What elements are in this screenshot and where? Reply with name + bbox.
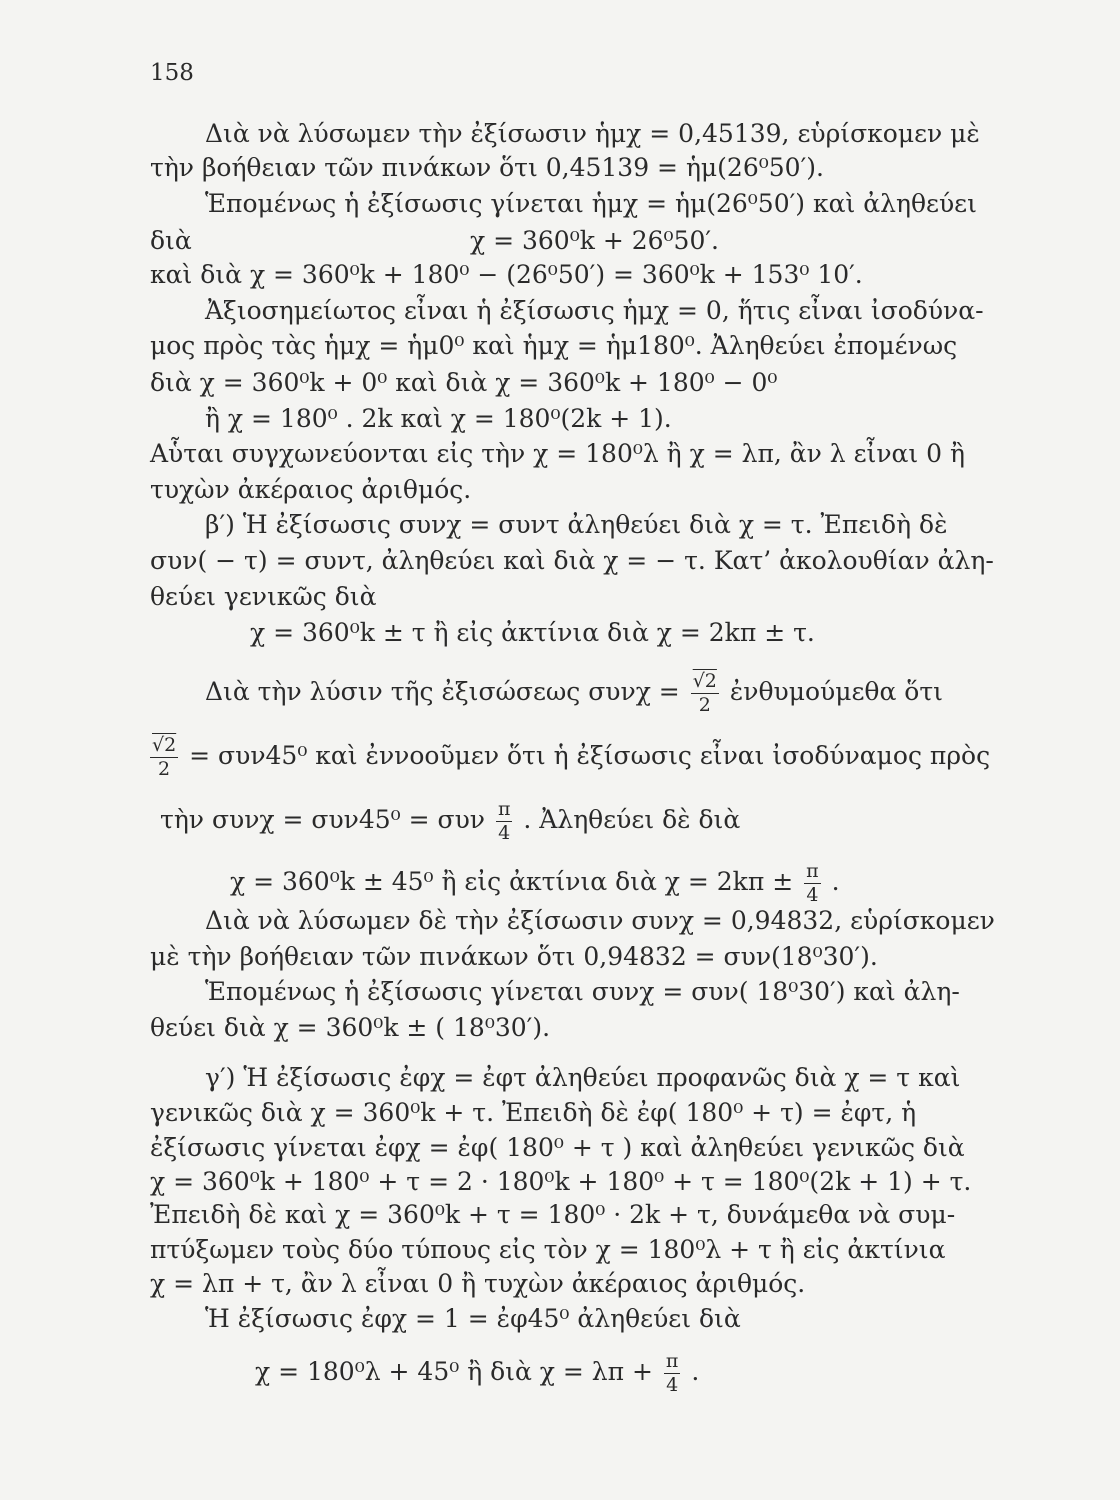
text-line-10: Αὗται συγχωνεύονται εἰς τὴν χ = 180⁰λ ἢ χ = λπ, ἂν λ εἶναι 0 ἢ — [150, 439, 966, 468]
text-line-13: συν( − τ) = συντ, ἀληθεύει καὶ διὰ χ = − τ. Κατ’ ἀκολουθίαν ἀλη- — [150, 546, 994, 575]
text-line-7: μος πρὸς τὰς ἡμχ = ἡμ0⁰ καὶ ἡμχ = ἡμ180⁰. Ἀληθεύει ἐπομένως — [150, 331, 958, 360]
text-line-12: β′) Ἡ ἐξίσωσις συνχ = συντ ἀληθεύει διὰ χ = τ. Ἐπειδὴ δὲ — [205, 510, 948, 539]
fraction-pi-over-4 — [804, 862, 821, 905]
page-number: 158 — [150, 60, 194, 86]
text-line-4a: διὰ — [150, 226, 192, 255]
text-line-18b: . Ἀληθεύει δὲ διὰ — [523, 805, 741, 834]
fraction-numerator: √2 — [692, 670, 717, 692]
text-line-5: καὶ διὰ χ = 360⁰k + 180⁰ − (26⁰50′) = 360⁰k + 153⁰ 10′. — [150, 260, 863, 289]
text-line-4b: χ = 360⁰k + 26⁰50′. — [470, 226, 719, 255]
fraction-denominator: 2 — [691, 693, 719, 715]
fraction-numerator: π — [665, 1350, 679, 1372]
fraction-sqrt2-over-2 — [691, 672, 719, 715]
text-line-15: χ = 360⁰k ± τ ἢ εἰς ἀκτίνια διὰ χ = 2kπ ± τ. — [250, 618, 815, 647]
text-line-9: ἢ χ = 180⁰ . 2k καὶ χ = 180⁰(2k + 1). — [205, 404, 672, 433]
text-line-27: χ = 360⁰k + 180⁰ + τ = 2 · 180⁰k + 180⁰ + τ = 180⁰(2k + 1) + τ. — [150, 1167, 972, 1196]
text-line-32 — [255, 1352, 699, 1395]
text-line-25: γενικῶς διὰ χ = 360⁰k + τ. Ἐπειδὴ δὲ ἐφ( 180⁰ + τ) = ἐφτ, ἡ — [150, 1098, 917, 1127]
text-line-14: θεύει γενικῶς διὰ — [150, 582, 377, 611]
text-line-22: Ἑπομένως ἡ ἐξίσωσις γίνεται συνχ = συν( 18⁰30′) καὶ ἀλη- — [205, 977, 960, 1006]
text-line-16b: ἐνθυμούμεθα ὅτι — [729, 677, 943, 706]
text-line-19b: . — [831, 867, 840, 896]
text-line-18 — [160, 800, 740, 843]
text-line-8: διὰ χ = 360⁰k + 0⁰ καὶ διὰ χ = 360⁰k + 180⁰ − 0⁰ — [150, 368, 778, 397]
fraction-pi-over-4 — [496, 800, 513, 843]
text-line-19a: χ = 360⁰k ± 45⁰ ἢ εἰς ἀκτίνια διὰ χ = 2kπ ± — [230, 867, 794, 896]
text-line-17 — [150, 736, 990, 779]
text-line-23: θεύει διὰ χ = 360⁰k ± ( 18⁰30′). — [150, 1013, 551, 1042]
fraction-pi-over-4 — [664, 1352, 681, 1395]
text-line-21: μὲ τὴν βοήθειαν τῶν πινάκων ὅτι 0,94832 = συν(18⁰30′). — [150, 942, 878, 971]
fraction-sqrt2-over-2 — [150, 736, 178, 779]
fraction-numerator: π — [806, 860, 819, 882]
text-line-32b: . — [691, 1357, 700, 1386]
text-line-1: Διὰ νὰ λύσωμεν τὴν ἐξίσωσιν ἡμχ = 0,45139, εὑρίσκομεν μὲ — [205, 119, 980, 148]
text-line-28: Ἐπειδὴ δὲ καὶ χ = 360⁰k + τ = 180⁰ · 2k + τ, δυνάμεθα νὰ συμ- — [150, 1200, 956, 1229]
fraction-denominator: 2 — [150, 757, 178, 779]
fraction-numerator: √2 — [152, 734, 177, 756]
text-line-18a: τὴν συνχ = συν45⁰ = συν — [160, 805, 485, 834]
text-line-11: τυχὼν ἀκέραιος ἀριθμός. — [150, 475, 472, 504]
text-line-3: Ἑπομένως ἡ ἐξίσωσις γίνεται ἡμχ = ἡμ(26⁰50′) καὶ ἀληθεύει — [205, 189, 977, 218]
text-line-6: Ἀξιοσημείωτος εἶναι ἡ ἐξίσωσις ἡμχ = 0, ἥτις εἶναι ἰσοδύνα- — [205, 296, 984, 325]
text-line-19 — [230, 862, 840, 905]
fraction-denominator: 4 — [804, 883, 821, 905]
fraction-numerator: π — [497, 798, 511, 820]
text-line-30: χ = λπ + τ, ἂν λ εἶναι 0 ἢ τυχὼν ἀκέραιος ἀριθμός. — [150, 1269, 806, 1298]
text-line-2: τὴν βοήθειαν τῶν πινάκων ὅτι 0,45139 = ἡμ(26⁰50′). — [150, 153, 824, 182]
text-line-26: ἐξίσωσις γίνεται ἐφχ = ἐφ( 180⁰ + τ ) καὶ ἀληθεύει γενικῶς διὰ — [150, 1133, 965, 1162]
fraction-denominator: 4 — [664, 1373, 681, 1395]
text-line-16 — [205, 672, 943, 715]
text-line-20: Διὰ νὰ λύσωμεν δὲ τὴν ἐξίσωσιν συνχ = 0,94832, εὑρίσκομεν — [205, 906, 995, 935]
text-line-29: πτύξωμεν τοὺς δύο τύπους εἰς τὸν χ = 180⁰λ + τ ἢ εἰς ἀκτίνια — [150, 1235, 946, 1264]
text-line-17b: = συν45⁰ καὶ ἐννοοῦμεν ὅτι ἡ ἐξίσωσις εἶναι ἰσοδύναμος πρὸς — [189, 741, 991, 770]
text-line-24: γ′) Ἡ ἐξίσωσις ἐφχ = ἐφτ ἀληθεύει προφανῶς διὰ χ = τ καὶ — [205, 1063, 961, 1092]
fraction-denominator: 4 — [496, 821, 513, 843]
text-line-31: Ἡ ἐξίσωσις ἐφχ = 1 = ἐφ45⁰ ἀληθεύει διὰ — [205, 1304, 741, 1333]
text-line-16a: Διὰ τὴν λύσιν τῆς ἐξισώσεως συνχ = — [205, 677, 680, 706]
text-line-32a: χ = 180⁰λ + 45⁰ ἢ διὰ χ = λπ + — [255, 1357, 653, 1386]
